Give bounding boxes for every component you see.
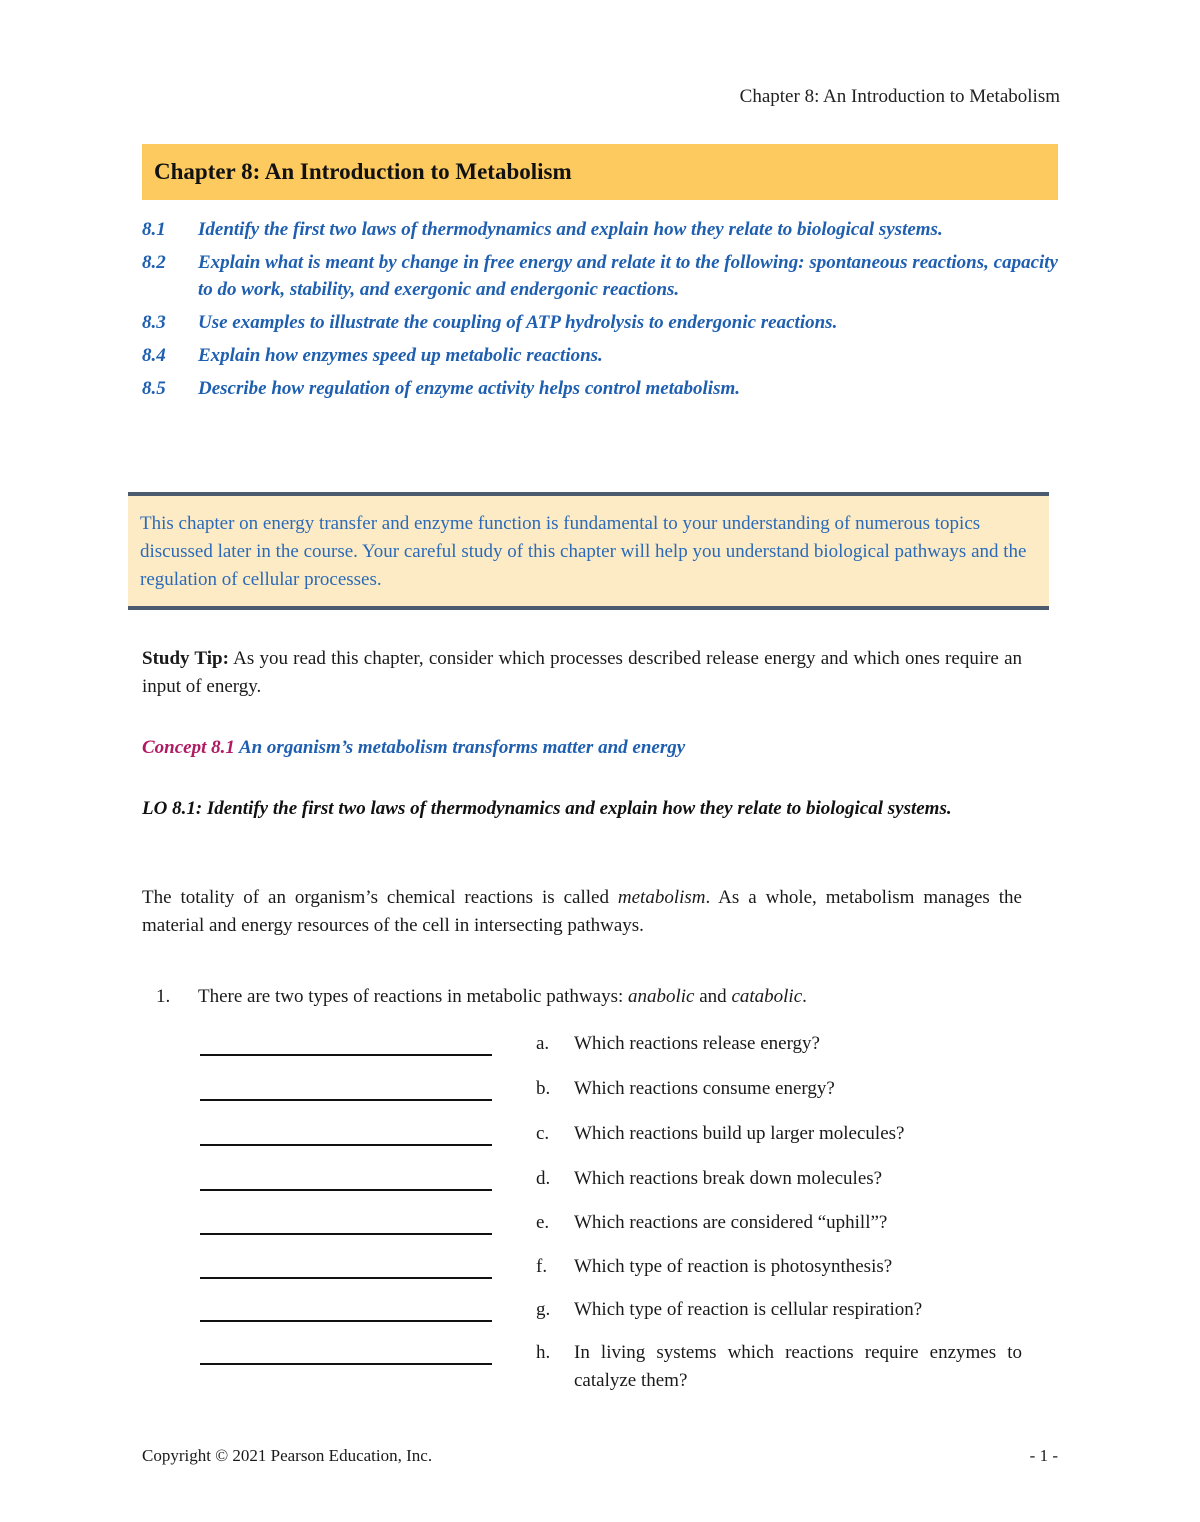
answer-blank[interactable]: [200, 1209, 492, 1235]
answer-blank[interactable]: [200, 1120, 492, 1146]
subquestion-text: Which reactions are considered “uphill”?: [574, 1212, 888, 1233]
study-tip-text: As you read this chapter, consider which processes described release energy and which ones require an input of energy.: [142, 648, 1023, 697]
answer-blank[interactable]: [200, 1339, 492, 1365]
subquestion-b: [200, 1075, 1022, 1103]
subquestion-text: Which reactions release energy?: [574, 1033, 820, 1054]
subquestion-letter: d.: [536, 1168, 551, 1189]
subquestion-text: Which type of reaction is cellular respiration?: [574, 1299, 923, 1320]
subquestion-text: Which reactions break down molecules?: [574, 1168, 883, 1189]
page-number: - 1 -: [1029, 1446, 1058, 1465]
question-text-mid: and: [694, 986, 732, 1007]
subquestion-letter: f.: [536, 1256, 548, 1277]
intro-before: The totality of an organism’s chemical reactions is called: [142, 887, 618, 908]
answer-blank[interactable]: [200, 1296, 492, 1322]
study-tip-label: Study Tip:: [142, 648, 229, 669]
objective-number: 8.1: [142, 219, 166, 240]
objective-text: Describe how regulation of enzyme activity helps control metabolism.: [198, 378, 741, 399]
objective-number: 8.2: [142, 252, 166, 273]
answer-blank[interactable]: [200, 1075, 492, 1101]
subquestion-text: In living systems which reactions require enzymes to catalyze them?: [574, 1342, 1022, 1391]
objective-number: 8.5: [142, 378, 166, 399]
subquestion-f: [200, 1253, 1022, 1281]
copyright-notice: Copyright © 2021 Pearson Education, Inc.: [142, 1446, 433, 1465]
subquestion-text: Which type of reaction is photosynthesis?: [574, 1256, 893, 1277]
subquestion-letter: e.: [536, 1212, 550, 1233]
learning-objectives: [142, 216, 1058, 408]
intro-after: . As a whole, metabolism manages the material and energy resources of the cell in intersecting pathways.: [142, 887, 1022, 936]
question-number: 1.: [156, 986, 171, 1007]
objective-text: Explain how enzymes speed up metabolic reactions.: [198, 345, 603, 366]
subquestion-letter: h.: [536, 1342, 551, 1363]
lo-heading: LO 8.1: Identify the first two laws of thermodynamics and explain how they relate to biological systems.: [142, 798, 952, 819]
chapter-title: Chapter 8: An Introduction to Metabolism: [142, 144, 1058, 200]
objective-text: Explain what is meant by change in free energy and relate it to the following: spontaneous reactions, capacity to do work, stability, and exergonic and endergonic reactions.: [198, 252, 1058, 300]
objective-item: [142, 216, 1058, 243]
objective-item: [142, 249, 1058, 303]
objective-number: 8.4: [142, 345, 166, 366]
question-text-before: There are two types of reactions in metabolic pathways:: [198, 986, 628, 1007]
subquestion-d: [200, 1165, 1022, 1193]
question-1: [142, 983, 1022, 1011]
objective-item: [142, 375, 1058, 402]
subquestion-h: [200, 1339, 1022, 1395]
intro-paragraph: [142, 884, 1022, 940]
subquestion-letter: a.: [536, 1033, 550, 1054]
subquestion-e: [200, 1209, 1022, 1237]
chapter-callout: This chapter on energy transfer and enzyme function is fundamental to your understanding of numerous topics discussed later in the course. Your careful study of this chapter will help you understand biological pathways and the regulation of cellular processes.: [128, 492, 1049, 610]
question-term-anabolic: anabolic: [628, 986, 695, 1007]
answer-blank[interactable]: [200, 1253, 492, 1279]
question-term-catabolic: catabolic: [731, 986, 803, 1007]
intro-term: metabolism: [617, 887, 706, 908]
objective-number: 8.3: [142, 312, 166, 333]
concept-text: An organism’s metabolism transforms matter and energy: [238, 737, 686, 758]
concept-label: Concept 8.1: [142, 737, 235, 758]
objective-item: [142, 342, 1058, 369]
subquestion-letter: g.: [536, 1299, 551, 1320]
subquestion-letter: c.: [536, 1123, 550, 1144]
subquestion-text: Which reactions build up larger molecules?: [574, 1123, 905, 1144]
objective-text: Use examples to illustrate the coupling of ATP hydrolysis to endergonic reactions.: [198, 312, 838, 333]
objective-text: Identify the first two laws of thermodynamics and explain how they relate to biological systems.: [198, 219, 943, 240]
subquestion-c: [200, 1120, 1022, 1148]
subquestion-text: Which reactions consume energy?: [574, 1078, 835, 1099]
answer-blank[interactable]: [200, 1030, 492, 1056]
subquestion-letter: b.: [536, 1078, 551, 1099]
objective-item: [142, 309, 1058, 336]
subquestion-a: [200, 1030, 1022, 1058]
answer-blank[interactable]: [200, 1165, 492, 1191]
question-text-end: .: [802, 986, 807, 1007]
running-header: Chapter 8: An Introduction to Metabolism: [739, 86, 1060, 107]
question-text: [198, 983, 807, 1011]
study-tip: [142, 645, 1022, 701]
concept-heading: [142, 737, 685, 759]
subquestion-g: [200, 1296, 1022, 1324]
